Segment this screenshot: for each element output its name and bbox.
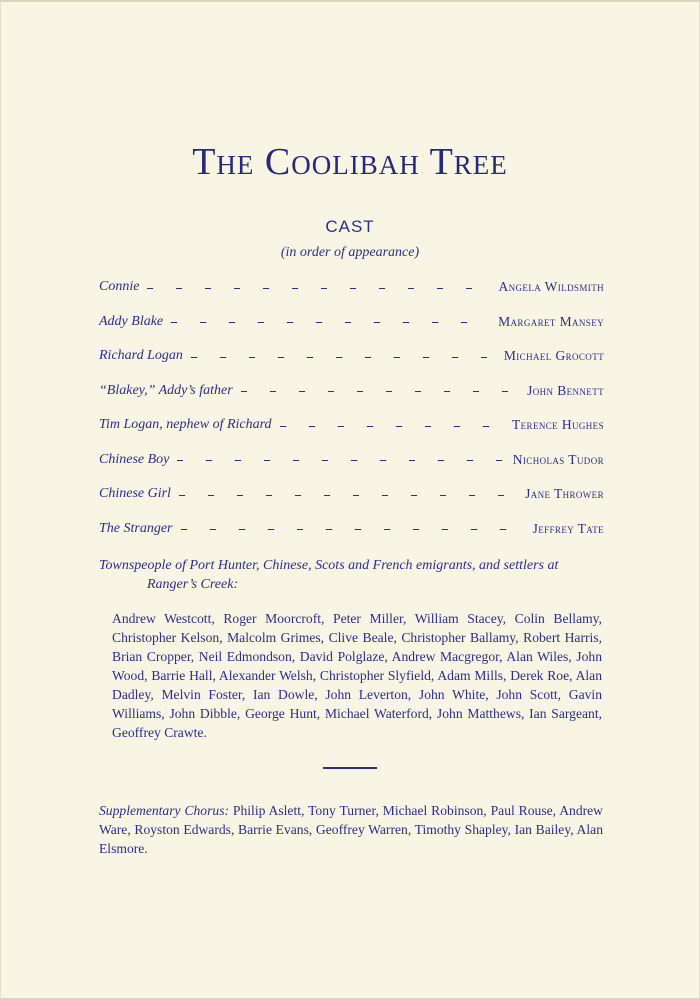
cast-row	[99, 443, 604, 478]
dot-leader	[147, 288, 490, 289]
townspeople-intro-line1: Townspeople of Port Hunter, Chinese, Scots and French emigrants, and settlers at	[99, 558, 559, 573]
cast-role: Connie	[99, 279, 140, 295]
dot-leader	[280, 426, 504, 427]
chorus-names: Philip Aslett, Tony Turner, Michael Robinson, Paul Rouse, Andrew Ware, Royston Edwards, Barrie Evans, Geoffrey Warren, Timothy Shapley, Ian Bailey, Alan Elsmore.	[99, 803, 603, 856]
cast-role: Addy Blake	[99, 313, 164, 329]
section-divider	[323, 767, 377, 769]
cast-role: Chinese Girl	[99, 486, 171, 502]
supplementary-chorus	[99, 801, 603, 858]
page-title: The Coolibah Tree	[192, 141, 508, 183]
cast-row	[99, 408, 604, 443]
cast-row	[99, 339, 604, 374]
cast-row	[99, 477, 604, 512]
townspeople-intro	[99, 556, 604, 594]
cast-row	[99, 374, 604, 409]
cast-actor: Angela Wildsmith	[498, 279, 604, 295]
cast-heading: CAST	[325, 217, 375, 236]
chorus-label: Supplementary Chorus:	[99, 803, 230, 818]
cast-role: The Stranger	[99, 520, 173, 536]
cast-list	[99, 270, 604, 546]
cast-actor: Jeffrey Tate	[532, 520, 604, 536]
dot-leader	[181, 529, 525, 530]
cast-actor: Jane Thrower	[525, 486, 604, 502]
dot-leader	[177, 460, 504, 461]
dot-leader	[241, 391, 519, 392]
cast-actor: Michael Grocott	[503, 348, 604, 364]
cast-row	[99, 512, 604, 547]
dot-leader	[171, 322, 490, 323]
townspeople-intro-line2: Ranger’s Creek:	[147, 577, 239, 592]
cast-actor: Terence Hughes	[512, 417, 604, 433]
cast-actor: Nicholas Tudor	[512, 451, 604, 467]
dot-leader	[191, 357, 496, 358]
cast-role: Tim Logan, nephew of Richard	[99, 417, 272, 433]
cast-role: Richard Logan	[99, 348, 183, 364]
cast-role: Chinese Boy	[99, 451, 170, 467]
order-note: (in order of appearance)	[280, 245, 420, 260]
townspeople-names: Andrew Westcott, Roger Moorcroft, Peter Miller, William Stacey, Colin Bellamy, Christopher Kelson, Malcolm Grimes, Clive Beale, Christopher Ballamy, Robert Harris, Brian Cropper, Neil Edmondson, David Polglaze, Andrew Macgregor, Alan Wiles, John Wood, Barrie Hall, Alexander Welsh, Christopher Slyfield, Adam Mills, Derek Roe, Alan Dadley, Melvin Foster, Ian Dowle, John Leverton, John White, John Scott, Gavin Williams, John Dibble, George Hunt, Michael Waterford, John Matthews, Ian Sargeant, Geoffrey Crawte.	[112, 611, 602, 740]
cast-actor: Margaret Mansey	[498, 313, 604, 329]
cast-row	[99, 270, 604, 305]
cast-role: “Blakey,” Addy’s father	[99, 382, 233, 398]
dot-leader	[179, 495, 517, 496]
cast-row	[99, 305, 604, 340]
cast-actor: John Bennett	[527, 382, 604, 398]
